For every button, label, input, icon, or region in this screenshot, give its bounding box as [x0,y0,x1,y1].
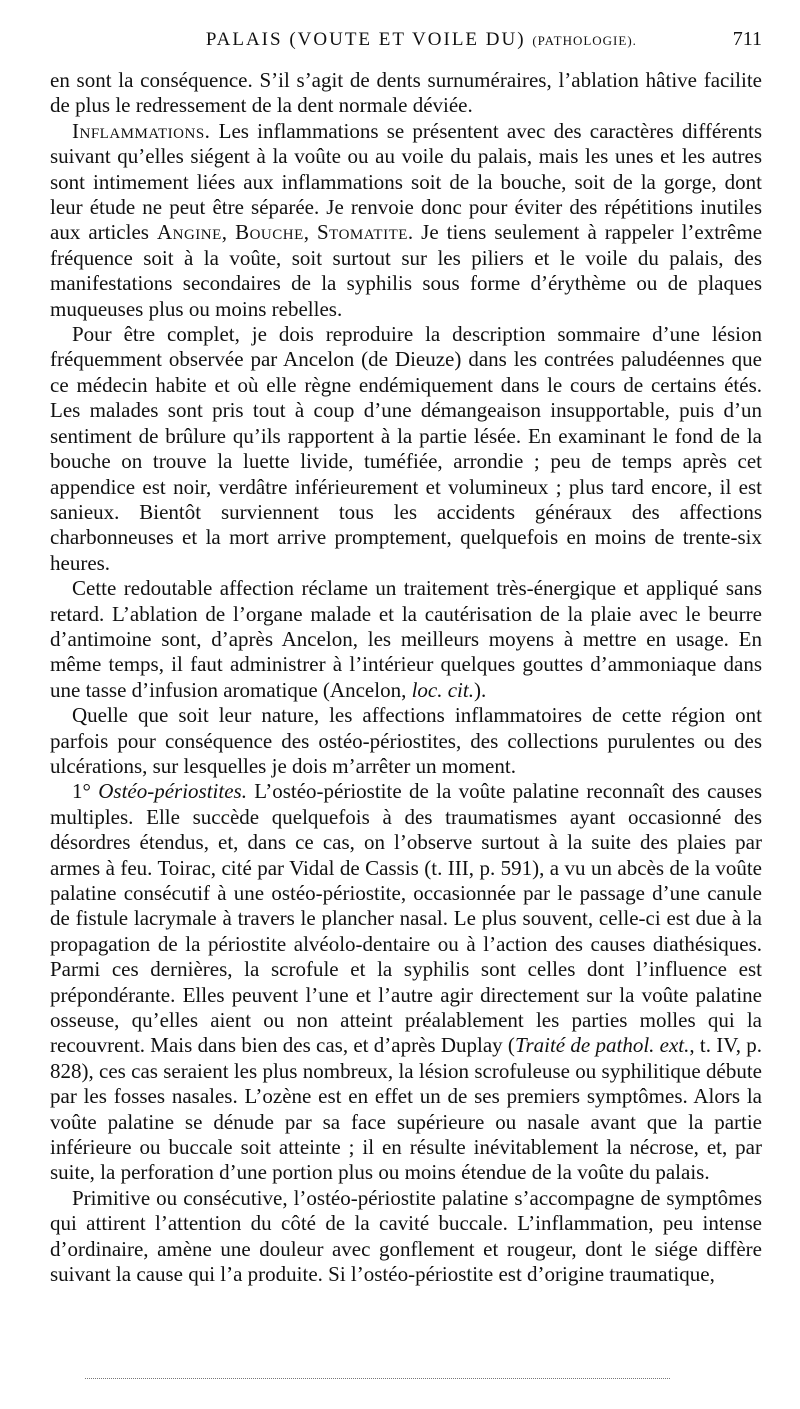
footer-dotted-rule [85,1378,670,1379]
page-number: 711 [732,28,762,50]
paragraph-text: Cette redoutable affection réclame un traitement très-énergique et appliqué sans retard. L’ablation de l’organe malade et la cautérisation de la plaie avec le beurre d’antimoine sont, d’après Ancelon, les meilleurs moyens à mettre en usage. En même temps, il faut administrer à l’intérieur quelques gouttes d’ammoniaque dans une tasse d’infusion aromatique (Ancelon, [50,576,762,702]
running-head [50,28,762,68]
paragraph-inflammations [50,119,762,322]
paragraph-text: ). [473,677,487,702]
paragraph-text: , t. IV, p. 828), ces cas seraient les plus nombreux, la lésion scrofuleuse ou syphilitique débute par les fosses nasales. L’ozène est en effet un de ses premiers symptômes. Alors la voûte palatine se dénude par sa face supérieure ou nasale avant que la partie inférieure ou buccale soit atteinte ; il en résulte inévitablement la nécrose, et, par suite, la perforation d’une portion plus ou moins étendue de la voûte du palais. [50,1033,762,1185]
paragraph-continuation: en sont la conséquence. S’il s’agit de dents surnuméraires, l’ablation hâtive facilite de plus le redressement de la dent normale déviée. [50,68,762,118]
section-heading-osteo-periostites: Ostéo-périostites. [98,779,247,804]
citation-duplay: Traité de pathol. ext. [514,1033,690,1058]
paragraph-text: . Je tiens seulement à rappeler l’extrême fréquence soit à la voûte, soit surtout sur les piliers et le voile du palais, des manifestations secondaires de la syphilis sous forme d’érythème ou de plaques muqueuses plus ou moins rebelles. [50,220,763,321]
paragraph-osteo-periostites [50,779,762,1186]
section-number: 1° [72,779,99,804]
body-text [50,68,762,1288]
paragraph-text: Les inflammations se présentent avec des caractères différents suivant qu’elles siégent à la voûte ou au voile du palais, mais les unes et les autres sont intimement liées aux inflammations soit de la bouche, soit de la gorge, dont leur étude ne peut être séparée. Je renvoie donc pour éviter des répétitions inutiles aux articles [50,118,762,245]
paragraph-ancelon: Pour être complet, je dois reproduire la description sommaire d’une lésion fréquemment observée par Ancelon (de Dieuze) dans les contrées paludéennes que ce médecin habite et où elle règne endémiquement dans le cours de certains étés. Les malades sont pris tout à coup d’une démangeaison insupportable, puis d’un sentiment de brûlure qu’ils rapportent à la partie lésée. En examinant le fond de la bouche on trouve la luette livide, tuméfiée, arrondie ; peu de temps après cet appendice est noir, verdâtre inférieurement et volumineux ; plus tard encore, il est sanieux. Bientôt surviennent tous les accidents généraux des affections charbonneuses et la mort arrive promptement, quelquefois en moins de trente-six heures. [50,322,762,575]
paragraph-text: L’ostéo-périostite de la voûte palatine reconnaît des causes multiples. Elle succède quelquefois à des traumatismes ayant occasionné des désordres étendus, et, dans ce cas, on l’observe surtout à la suite des plaies par armes à feu. Toirac, cité par Vidal de Cassis (t. III, p. 591), a vu un abcès de la voûte palatine consécutif à une ostéo-périostite, occasionnée par le passage d’une canule de fistule lacrymale à travers le plancher nasal. Le plus souvent, celle-ci est due à la propagation de la périostite alvéolo-dentaire ou à l’action des causes diathésiques. Parmi ces dernières, la scrofule et la syphilis sont celles dont l’influence est prépondérante. Elles peuvent l’une et l’autre agir directement sur la voûte palatine osseuse, qu’elles aient ou non atteint préalablement les parties molles qui la recouvrent. Mais dans bien des cas, et d’après Duplay ( [50,779,762,1058]
cross-reference-stomatite: Stomatite [317,220,408,245]
citation-loc-cit: loc. cit. [411,677,474,702]
cross-reference-angine: Angine [156,220,222,245]
running-title-sub: (PATHOLOGIE). [532,33,637,48]
separator: , [303,220,317,245]
running-title [50,29,733,51]
section-heading-inflammations: Inflammations. [72,118,211,143]
paragraph-symptoms: Primitive ou consécutive, l’ostéo-périostite palatine s’accompagne de symptômes qui attirent l’attention du côté de la cavité buccale. L’inflammation, peu intense d’ordinaire, amène une douleur avec gonflement et rougeur, dont le siége diffère suivant la cause qui l’a produite. Si l’ostéo-périostite est d’origine traumatique, [50,1185,762,1287]
running-title-main: PALAIS (VOUTE ET VOILE DU) [205,29,526,50]
paragraph-complications: Quelle que soit leur nature, les affections inflammatoires de cette région ont parfois pour conséquence des ostéo-périostites, des collections purulentes ou des ulcérations, sur lesquelles je dois m’arrêter un moment. [50,703,762,778]
separator: , [221,220,236,245]
paragraph-treatment [50,576,762,703]
cross-reference-bouche: Bouche [235,220,304,245]
